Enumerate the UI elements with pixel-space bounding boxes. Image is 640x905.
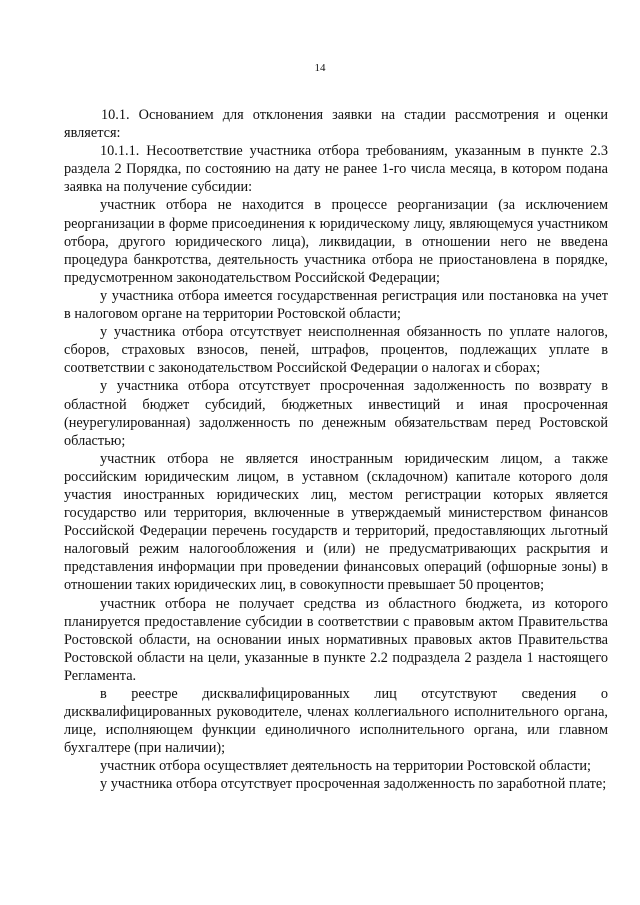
- requirement-no-tax-debt: у участника отбора отсутствует неисполненная обязанность по уплате налогов, сборов, страховых взносов, пеней, штрафов, процентов, подлежащих уплате в соответствии с законодательством Российской Федерации о налогах и сборах;: [64, 324, 608, 377]
- requirement-no-other-funding: участник отбора не получает средства из областного бюджета, из которого планируется предоставление субсидии в соответствии с правовым актом Правительства Ростовской области, на основании иных нормативных правовых актов Правительства Ростовской области на цели, указанные в пункте 2.2 подраздела 2 раздела 1 настоящего Регламента.: [64, 595, 608, 684]
- page-number: 14: [314, 62, 326, 74]
- requirement-not-foreign-entity: участник отбора не является иностранным юридическим лицом, а также российским юридическим лицом, в уставном (складочном) капитале которого доля участия иностранных юридических лиц, местом регистрации которых является государство или территория, включенные в утверждаемый министерством финансов Российской Федерации перечень государств и территорий, предоставляющих льготный налоговый режим налогообложения и (или) не предусматривающих раскрытия и представления информации при проведении финансовых операций (офшорные зоны) в отношении таких юридических лиц, в совокупности превышает 50 процентов;: [64, 450, 608, 594]
- requirement-tax-registration: у участника отбора имеется государственная регистрация или постановка на учет в налоговом органе на территории Ростовской области;: [64, 287, 608, 323]
- requirement-no-disqualified-persons: в реестре дисквалифицированных лиц отсутствуют сведения о дисквалифицированных руководителе, членах коллегиального исполнительного органа, лице, исполняющем функции единоличного исполнительного органа, или главном бухгалтере (при наличии);: [64, 686, 608, 757]
- requirement-no-reorganization: участник отбора не находится в процессе реорганизации (за исключением реорганизации в форме присоединения к юридическому лицу, являющемуся участником отбора, другого юридического лица), ликвидации, в отношении него не введена процедура банкротства, деятельность участника отбора не приостановлена в порядке, предусмотренном законодательством Российской Федерации;: [64, 197, 608, 286]
- paragraph-10-1-1: 10.1.1. Несоответствие участника отбора требованиям, указанным в пункте 2.3 раздела 2 Порядка, по состоянию на дату не ранее 1-го числа месяца, в котором подана заявка на получение субсидии:: [64, 143, 608, 196]
- requirement-activity-in-region: участник отбора осуществляет деятельность на территории Ростовской области;: [100, 758, 592, 775]
- requirement-no-budget-debt: у участника отбора отсутствует просроченная задолженность по возврату в областной бюджет субсидий, бюджетных инвестиций и иная просроченная (неурегулированная) задолженность по денежным обязательствам перед Ростовской областью;: [64, 378, 608, 449]
- paragraph-10-1: 10.1. Основанием для отклонения заявки на стадии рассмотрения и оценки является:: [64, 107, 608, 142]
- document-body: [64, 106, 608, 794]
- requirement-no-wage-debt: у участника отбора отсутствует просроченная задолженность по заработной плате;: [100, 776, 607, 793]
